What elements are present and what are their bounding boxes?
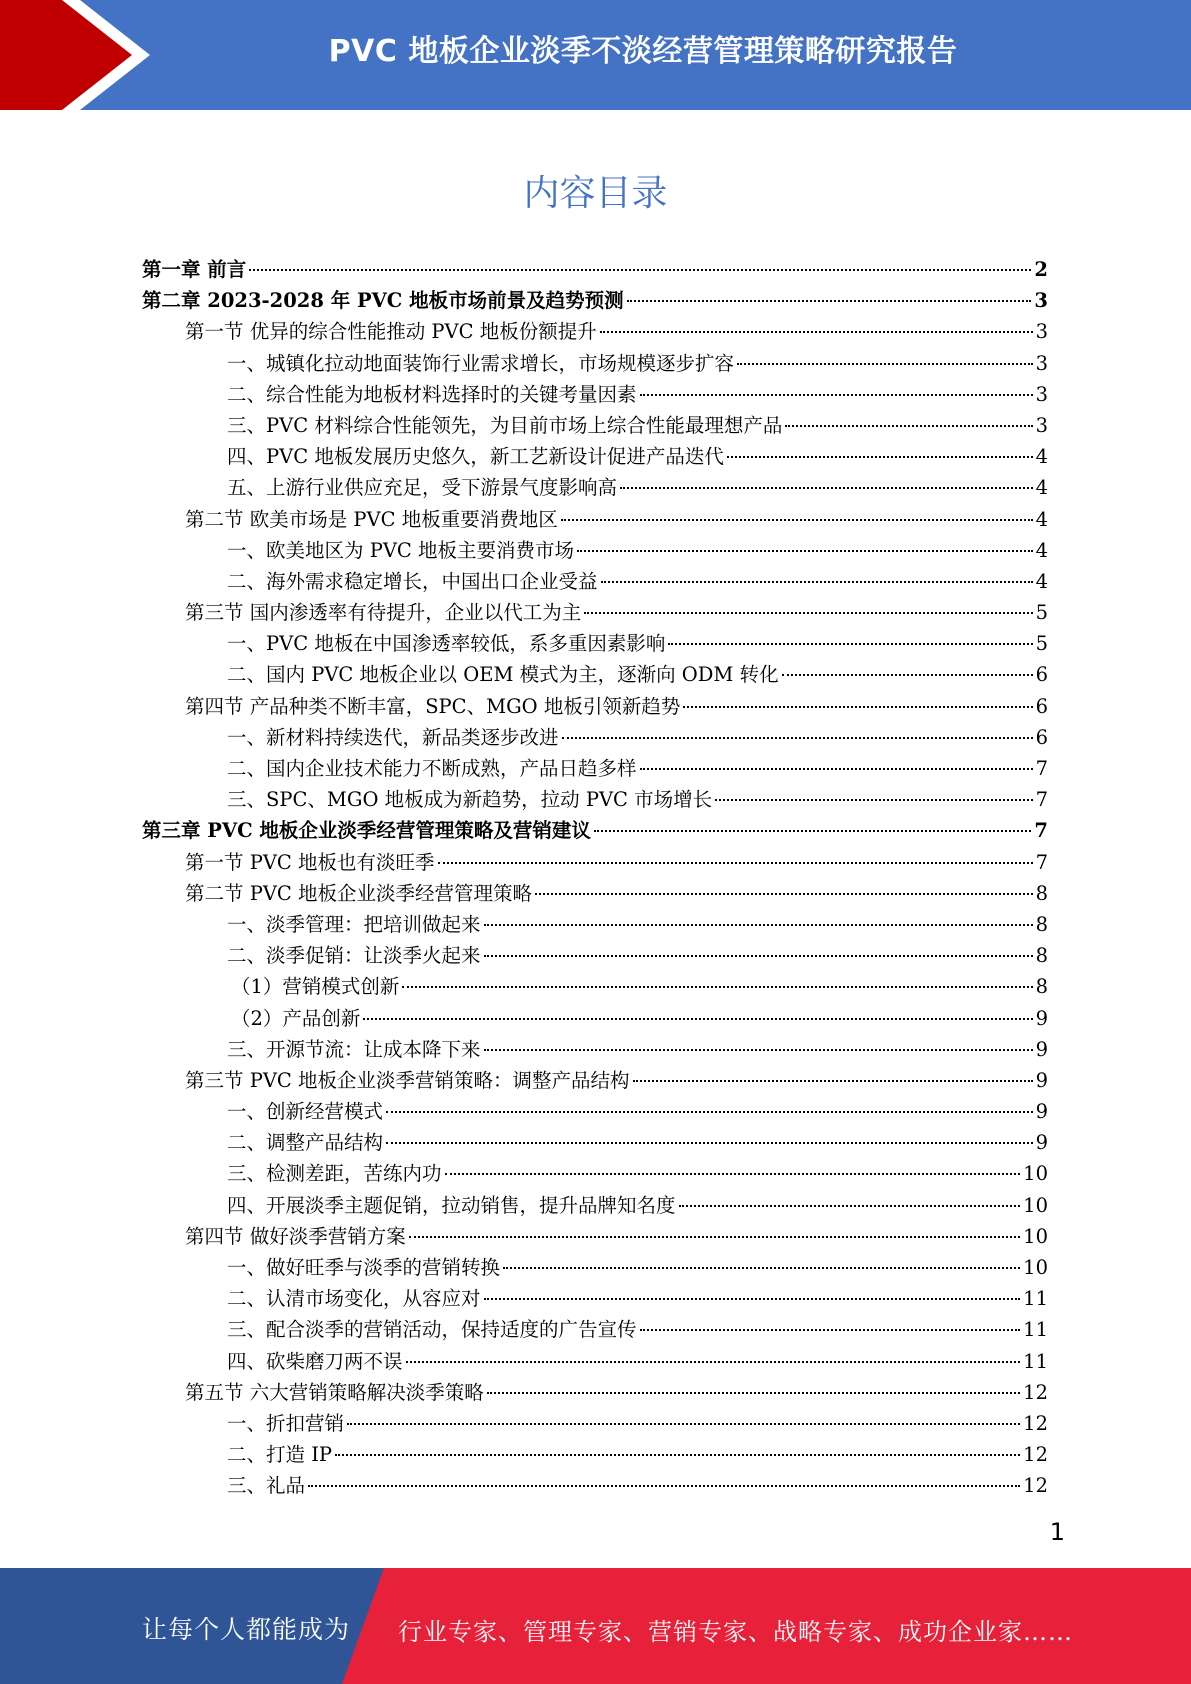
toc-entry-page: 2: [1034, 258, 1048, 281]
toc-entry[interactable]: [142, 1221, 1048, 1252]
toc-entry-title: 四、砍柴磨刀两不误: [227, 1349, 403, 1373]
toc-leader-dots: [487, 1392, 1020, 1394]
toc-entry[interactable]: [142, 722, 1048, 753]
toc-entry-page: 7: [1035, 788, 1048, 812]
toc-entry-page: 10: [1023, 1224, 1048, 1248]
toc-entry-title: 三、SPC、MGO 地板成为新趋势，拉动 PVC 市场增长: [227, 788, 713, 812]
toc-entry-page: 8: [1035, 912, 1048, 936]
toc-entry-title: 第三节 PVC 地板企业淡季营销策略：调整产品结构: [185, 1068, 630, 1092]
toc-entry[interactable]: [142, 847, 1048, 878]
toc-entry-page: 4: [1035, 538, 1048, 562]
toc-entry-page: 8: [1035, 944, 1048, 968]
toc-heading: 内容目录: [523, 173, 668, 214]
toc-leader-dots: [584, 612, 1032, 614]
toc-leader-dots: [577, 550, 1033, 552]
toc-entry-title: 二、国内 PVC 地板企业以 OEM 模式为主，逐渐向 ODM 转化: [227, 663, 779, 687]
toc-entry-title: 第五节 六大营销策略解决淡季策略: [185, 1380, 484, 1404]
toc-entry[interactable]: [142, 1346, 1048, 1377]
footer-roles: 行业专家、管理专家、营销专家、战略专家、成功企业家……: [398, 1618, 1073, 1646]
footer-slogan: 让每个人都能成为: [142, 1615, 351, 1644]
toc-entry-title: 第二章 2023-2028 年 PVC 地板市场前景及趋势预测: [142, 289, 624, 313]
toc-entry[interactable]: [142, 1190, 1048, 1221]
toc-entry-title: 二、国内企业技术能力不断成熟，产品日趋多样: [227, 757, 637, 780]
toc-entry-title: 第二节 PVC 地板企业淡季经营管理策略: [185, 881, 533, 905]
toc-leader-dots: [594, 830, 1032, 832]
toc-leader-dots: [503, 1267, 1020, 1269]
toc-leader-dots: [445, 1173, 1021, 1175]
toc-entry[interactable]: [142, 815, 1048, 846]
document-title: PVC 地板企业淡季不淡经营管理策略研究报告: [328, 34, 958, 69]
toc-leader-dots: [640, 394, 1033, 396]
toc-entry[interactable]: [142, 1034, 1048, 1065]
toc-entry-title: 第一节 优异的综合性能推动 PVC 地板份额提升: [185, 320, 597, 344]
toc-entry-title: 二、打造 IP: [227, 1443, 333, 1467]
toc-leader-dots: [715, 799, 1032, 801]
toc-entry-title: 二、淡季促销：让淡季火起来: [227, 944, 481, 968]
toc-leader-dots: [484, 924, 1033, 926]
toc-entry-page: 6: [1035, 663, 1048, 687]
toc-entry-page: 12: [1023, 1411, 1048, 1435]
toc-leader-dots: [402, 986, 1032, 988]
toc-entry-page: 3: [1034, 289, 1048, 313]
toc-entry-page: 9: [1035, 1131, 1048, 1155]
toc-entry[interactable]: [142, 753, 1048, 784]
footer-banner: [0, 1568, 1191, 1684]
toc-leader-dots: [727, 456, 1033, 458]
toc-entry-title: 第四节 产品种类不断丰富，SPC、MGO 地板引领新趋势: [185, 694, 681, 718]
toc-leader-dots: [308, 1485, 1020, 1487]
toc-entry-page: 6: [1035, 725, 1048, 749]
toc-entry-page: 12: [1023, 1380, 1048, 1404]
toc-leader-dots: [640, 768, 1033, 770]
toc-entry[interactable]: [142, 1314, 1048, 1345]
toc-entry-page: 10: [1023, 1162, 1048, 1186]
toc-entry[interactable]: [142, 1065, 1048, 1096]
toc-entry-title: 第一节 PVC 地板也有淡旺季: [185, 850, 435, 874]
toc-entry-page: 3: [1035, 413, 1048, 437]
toc-entry-page: 9: [1035, 1006, 1048, 1030]
toc-entry[interactable]: [142, 410, 1048, 441]
toc-leader-dots: [668, 643, 1032, 645]
toc-entry[interactable]: [142, 1003, 1048, 1034]
toc-entry-page: 8: [1035, 975, 1048, 999]
toc-entry[interactable]: [142, 1377, 1048, 1408]
toc-entry[interactable]: [142, 535, 1048, 566]
toc-leader-dots: [386, 1142, 1033, 1144]
toc-entry-page: 3: [1035, 382, 1048, 406]
toc-entry[interactable]: [142, 1283, 1048, 1314]
toc-entry-title: 二、调整产品结构: [227, 1131, 384, 1155]
toc-entry-page: 11: [1023, 1287, 1048, 1311]
toc-entry-title: 第三章 PVC 地板企业淡季经营管理策略及营销建议: [142, 819, 591, 843]
toc-leader-dots: [363, 1018, 1032, 1020]
toc-entry-page: 4: [1035, 476, 1048, 500]
toc-leader-dots: [737, 363, 1033, 365]
toc-entry-title: 一、创新经营模式: [227, 1100, 384, 1124]
toc-entry-title: 第一章 前言: [142, 258, 247, 281]
toc-entry-title: 一、折扣营销: [227, 1411, 345, 1435]
toc-entry-page: 4: [1035, 569, 1048, 593]
toc-entry[interactable]: [142, 316, 1048, 347]
toc-leader-dots: [335, 1454, 1020, 1456]
toc-entry-page: 3: [1035, 351, 1048, 375]
toc-entry-title: 一、做好旺季与淡季的营销转换: [227, 1256, 501, 1279]
toc-entry-title: 三、开源节流：让成本降下来: [227, 1037, 481, 1061]
toc-entry[interactable]: [142, 566, 1048, 597]
toc-entry-page: 10: [1023, 1256, 1048, 1279]
toc-entry[interactable]: [142, 628, 1048, 659]
toc-leader-dots: [484, 1049, 1033, 1051]
toc-entry-title: 三、检测差距，苦练内功: [227, 1162, 442, 1186]
toc-entry[interactable]: [142, 504, 1048, 535]
toc-entry-page: 9: [1035, 1100, 1048, 1124]
toc-leader-dots: [627, 300, 1032, 302]
toc-leader-dots: [484, 1298, 1021, 1300]
toc-entry-title: 一、欧美地区为 PVC 地板主要消费市场: [227, 538, 575, 562]
toc-entry-title: （2）产品创新: [231, 1006, 361, 1030]
toc-entry-title: 一、淡季管理：把培训做起来: [227, 912, 481, 936]
toc-entry[interactable]: [142, 1408, 1048, 1439]
toc-entry[interactable]: [142, 940, 1048, 971]
toc-entry[interactable]: [142, 1252, 1048, 1283]
toc-entry-title: 第三节 国内渗透率有待提升，企业以代工为主: [185, 601, 582, 625]
toc-entry[interactable]: [142, 909, 1048, 940]
toc-entry[interactable]: [142, 1158, 1048, 1189]
toc-entry[interactable]: [142, 441, 1048, 472]
toc-leader-dots: [785, 425, 1032, 427]
toc-entry[interactable]: [142, 472, 1048, 503]
toc-entry[interactable]: [142, 1439, 1048, 1470]
toc-entry[interactable]: [142, 691, 1048, 722]
toc-leader-dots: [406, 1361, 1021, 1363]
toc-entry[interactable]: [142, 1127, 1048, 1158]
toc-leader-dots: [562, 737, 1033, 739]
toc-entry-page: 9: [1035, 1068, 1048, 1092]
toc-entry-title: 四、PVC 地板发展历史悠久，新工艺新设计促进产品迭代: [227, 445, 724, 469]
toc-entry[interactable]: [142, 878, 1048, 909]
toc-entry-page: 9: [1035, 1037, 1048, 1061]
toc-leader-dots: [782, 674, 1033, 676]
toc-entry-page: 12: [1023, 1474, 1048, 1498]
toc-entry-title: 第二节 欧美市场是 PVC 地板重要消费地区: [185, 507, 558, 531]
toc-entry-page: 7: [1034, 819, 1048, 843]
toc-entry-title: 一、城镇化拉动地面装饰行业需求增长，市场规模逐步扩容: [227, 351, 735, 375]
toc-leader-dots: [640, 1329, 1021, 1331]
toc-entry-title: 三、PVC 材料综合性能领先，为目前市场上综合性能最理想产品: [227, 413, 783, 437]
toc-entry[interactable]: [142, 659, 1048, 690]
table-of-contents: [142, 254, 1048, 1502]
toc-leader-dots: [679, 1205, 1021, 1207]
toc-entry[interactable]: [142, 1470, 1048, 1501]
toc-entry-title: 三、配合淡季的营销活动，保持适度的广告宣传: [227, 1318, 637, 1342]
toc-leader-dots: [561, 519, 1033, 521]
toc-entry-page: 10: [1023, 1193, 1048, 1217]
toc-entry-page: 5: [1035, 601, 1048, 625]
toc-entry-page: 11: [1023, 1349, 1048, 1373]
toc-entry-page: 7: [1035, 757, 1048, 780]
toc-leader-dots: [633, 1080, 1033, 1082]
toc-entry-title: （1）营销模式创新: [231, 975, 400, 999]
toc-entry-title: 二、认清市场变化，从容应对: [227, 1287, 481, 1311]
toc-leader-dots: [386, 1111, 1033, 1113]
toc-entry-page: 6: [1035, 694, 1048, 718]
toc-entry-title: 二、海外需求稳定增长，中国出口企业受益: [227, 569, 598, 593]
toc-entry-page: 4: [1035, 507, 1048, 531]
toc-entry-title: 三、礼品: [227, 1474, 306, 1498]
toc-entry-page: 4: [1035, 445, 1048, 469]
toc-leader-dots: [484, 955, 1033, 957]
toc-entry-title: 五、上游行业供应充足，受下游景气度影响高: [227, 476, 618, 500]
toc-entry-title: 第四节 做好淡季营销方案: [185, 1224, 406, 1248]
toc-entry-title: 四、开展淡季主题促销，拉动销售，提升品牌知名度: [227, 1193, 676, 1217]
toc-entry-page: 8: [1035, 881, 1048, 905]
toc-entry-page: 12: [1023, 1443, 1048, 1467]
toc-entry[interactable]: [142, 254, 1048, 285]
toc-leader-dots: [600, 331, 1033, 333]
toc-entry-page: 11: [1023, 1318, 1048, 1342]
toc-entry-page: 5: [1035, 632, 1048, 656]
toc-entry[interactable]: [142, 379, 1048, 410]
toc-entry[interactable]: [142, 971, 1048, 1002]
toc-leader-dots: [438, 862, 1033, 864]
toc-entry-page: 3: [1035, 320, 1048, 344]
toc-leader-dots: [683, 706, 1032, 708]
toc-leader-dots: [347, 1423, 1020, 1425]
toc-entry[interactable]: [142, 784, 1048, 815]
toc-entry[interactable]: [142, 285, 1048, 316]
toc-leader-dots: [249, 269, 1031, 271]
toc-leader-dots: [409, 1236, 1020, 1238]
toc-entry-title: 二、综合性能为地板材料选择时的关键考量因素: [227, 382, 637, 406]
header-banner: [0, 0, 1191, 110]
toc-leader-dots: [535, 893, 1033, 895]
page-number: 1: [1049, 1518, 1065, 1546]
toc-entry[interactable]: [142, 348, 1048, 379]
toc-leader-dots: [620, 487, 1033, 489]
toc-entry[interactable]: [142, 1096, 1048, 1127]
toc-entry-title: 一、PVC 地板在中国渗透率较低，系多重因素影响: [227, 632, 666, 656]
toc-entry[interactable]: [142, 597, 1048, 628]
toc-entry-title: 一、新材料持续迭代，新品类逐步改进: [227, 725, 559, 749]
toc-entry-page: 7: [1035, 850, 1048, 874]
toc-leader-dots: [601, 581, 1033, 583]
